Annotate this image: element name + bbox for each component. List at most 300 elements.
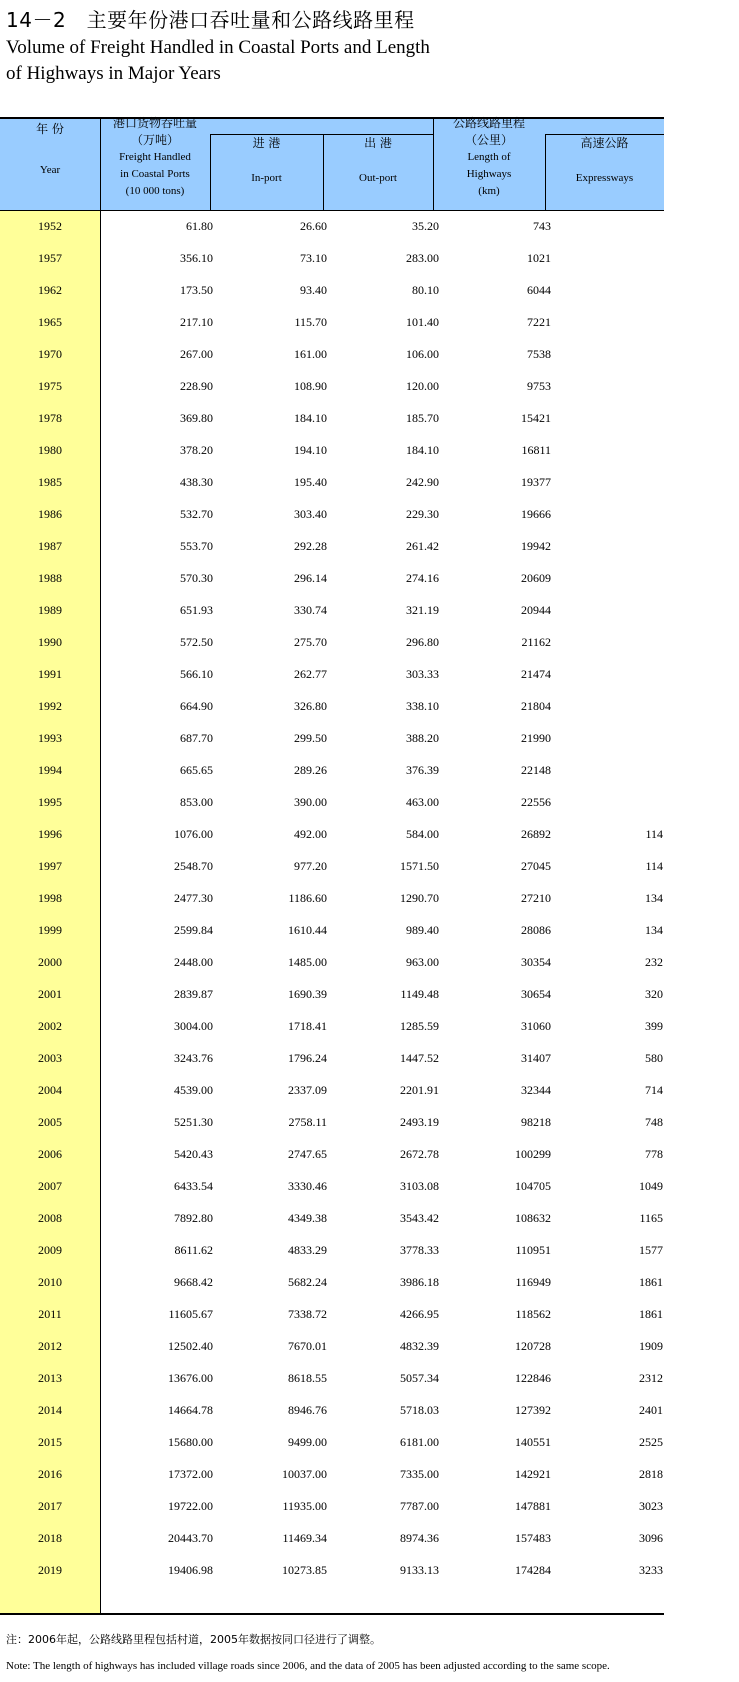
- cell-year: 2006: [38, 1147, 62, 1161]
- table-row: [0, 946, 664, 978]
- cell-year: 1998: [38, 891, 62, 905]
- table-row: [0, 466, 664, 498]
- table-title-en-line2: of Highways in Major Years: [6, 63, 221, 84]
- cell-inport: 303.40: [294, 507, 327, 521]
- header-expressways-en: Expressways: [575, 172, 634, 184]
- cell-outport: 376.39: [406, 763, 439, 777]
- cell-freight: 853.00: [180, 795, 213, 809]
- cell-highway-length: 142921: [515, 1467, 551, 1481]
- cell-highway-length: 147881: [515, 1499, 551, 1513]
- cell-expressways: 2312: [639, 1371, 663, 1385]
- cell-freight: 4539.00: [174, 1083, 213, 1097]
- table-row: [0, 1010, 664, 1042]
- cell-inport: 390.00: [294, 795, 327, 809]
- cell-freight: 228.90: [180, 379, 213, 393]
- header-outport: [323, 135, 433, 187]
- table-row: [0, 1074, 664, 1106]
- table-row: [0, 1138, 664, 1170]
- cell-year: 1999: [38, 923, 62, 937]
- cell-outport: 7335.00: [400, 1467, 439, 1481]
- table-row: [0, 274, 664, 306]
- cell-expressways: 114: [645, 859, 663, 873]
- cell-freight: 3004.00: [174, 1019, 213, 1033]
- cell-expressways: 778: [645, 1147, 663, 1161]
- table-row: [0, 914, 664, 946]
- header-freight-en3: (10 000 tons): [125, 185, 185, 197]
- header-inport: [210, 135, 323, 187]
- cell-year: 1957: [38, 251, 62, 265]
- cell-outport: 5718.03: [400, 1403, 439, 1417]
- header-inport-zh: 进 港: [252, 136, 281, 150]
- cell-year: 1970: [38, 347, 62, 361]
- cell-inport: 73.10: [300, 251, 327, 265]
- header-highway-zh: 公路线路里程: [452, 116, 525, 130]
- cell-highway-length: 32344: [521, 1083, 551, 1097]
- cell-inport: 161.00: [294, 347, 327, 361]
- cell-inport: 184.10: [294, 411, 327, 425]
- cell-highway-length: 21162: [521, 635, 551, 649]
- cell-outport: 283.00: [406, 251, 439, 265]
- cell-inport: 330.74: [294, 603, 327, 617]
- cell-expressways: 2401: [639, 1403, 663, 1417]
- cell-highway-length: 21804: [521, 699, 551, 713]
- cell-expressways: 232: [645, 955, 663, 969]
- cell-highway-length: 30354: [521, 955, 551, 969]
- cell-inport: 8618.55: [288, 1371, 327, 1385]
- cell-inport: 3330.46: [288, 1179, 327, 1193]
- table-row: [0, 210, 664, 242]
- table-row: [0, 1554, 664, 1586]
- cell-expressways: 714: [645, 1083, 663, 1097]
- cell-freight: 572.50: [180, 635, 213, 649]
- cell-freight: 12502.40: [168, 1339, 213, 1353]
- cell-freight: 267.00: [180, 347, 213, 361]
- cell-expressways: 1165: [639, 1211, 663, 1225]
- cell-freight: 8611.62: [174, 1243, 213, 1257]
- cell-year: 1962: [38, 283, 62, 297]
- cell-outport: 5057.34: [400, 1371, 439, 1385]
- cell-year: 2005: [38, 1115, 62, 1129]
- cell-freight: 19722.00: [168, 1499, 213, 1513]
- cell-outport: 296.80: [406, 635, 439, 649]
- header-divider: [100, 119, 101, 210]
- cell-year: 1991: [38, 667, 62, 681]
- cell-outport: 106.00: [406, 347, 439, 361]
- cell-expressways: 2818: [639, 1467, 663, 1481]
- cell-year: 1994: [38, 763, 62, 777]
- cell-highway-length: 19666: [521, 507, 551, 521]
- cell-inport: 195.40: [294, 475, 327, 489]
- cell-highway-length: 31407: [521, 1051, 551, 1065]
- table-header: [0, 116, 664, 210]
- header-expressways: [545, 135, 664, 187]
- cell-highway-length: 22556: [521, 795, 551, 809]
- header-outport-zh: 出 港: [364, 136, 392, 150]
- cell-year: 2019: [38, 1563, 62, 1577]
- cell-highway-length: 15421: [521, 411, 551, 425]
- cell-outport: 463.00: [406, 795, 439, 809]
- table-title-en-line1: Volume of Freight Handled in Coastal Ports and Length: [6, 37, 430, 58]
- cell-outport: 2201.91: [400, 1083, 439, 1097]
- cell-inport: 7338.72: [288, 1307, 327, 1321]
- cell-expressways: 2525: [639, 1435, 663, 1449]
- cell-outport: 4832.39: [400, 1339, 439, 1353]
- header-divider: [433, 119, 434, 210]
- cell-highway-length: 27045: [521, 859, 551, 873]
- table-row: [0, 1266, 664, 1298]
- cell-highway-length: 9753: [527, 379, 551, 393]
- cell-freight: 5420.43: [174, 1147, 213, 1161]
- cell-year: 2018: [38, 1531, 62, 1545]
- cell-highway-length: 140551: [515, 1435, 551, 1449]
- cell-highway-length: 20609: [521, 571, 551, 585]
- cell-highway-length: 19377: [521, 475, 551, 489]
- table-row: [0, 402, 664, 434]
- table-row: [0, 306, 664, 338]
- cell-outport: 1149.48: [400, 987, 439, 1001]
- cell-freight: 570.30: [180, 571, 213, 585]
- table-row: [0, 242, 664, 274]
- cell-outport: 989.40: [406, 923, 439, 937]
- cell-outport: 2672.78: [400, 1147, 439, 1161]
- cell-outport: 1447.52: [400, 1051, 439, 1065]
- cell-year: 1978: [38, 411, 62, 425]
- cell-highway-length: 174284: [515, 1563, 551, 1577]
- cell-highway-length: 104705: [515, 1179, 551, 1193]
- header-year-en: Year: [39, 164, 61, 176]
- table-row: [0, 370, 664, 402]
- cell-inport: 289.26: [294, 763, 327, 777]
- cell-inport: 1610.44: [288, 923, 327, 937]
- table-row: [0, 1362, 664, 1394]
- cell-freight: 2448.00: [174, 955, 213, 969]
- header-freight-en1: Freight Handled: [119, 151, 191, 163]
- table-row: [0, 690, 664, 722]
- cell-inport: 7670.01: [288, 1339, 327, 1353]
- cell-inport: 1718.41: [288, 1019, 327, 1033]
- cell-expressways: 1861: [639, 1275, 663, 1289]
- cell-highway-length: 30654: [521, 987, 551, 1001]
- cell-freight: 651.93: [180, 603, 213, 617]
- cell-freight: 369.80: [180, 411, 213, 425]
- cell-highway-length: 7538: [527, 347, 551, 361]
- cell-highway-length: 100299: [515, 1147, 551, 1161]
- cell-freight: 17372.00: [168, 1467, 213, 1481]
- cell-expressways: 1909: [639, 1339, 663, 1353]
- cell-outport: 1290.70: [400, 891, 439, 905]
- cell-year: 2017: [38, 1499, 62, 1513]
- cell-outport: 6181.00: [400, 1435, 439, 1449]
- cell-inport: 5682.24: [288, 1275, 327, 1289]
- cell-expressways: 748: [645, 1115, 663, 1129]
- table-row: [0, 434, 664, 466]
- cell-freight: 664.90: [180, 699, 213, 713]
- cell-highway-length: 26892: [521, 827, 551, 841]
- cell-inport: 292.28: [294, 539, 327, 553]
- cell-inport: 1690.39: [288, 987, 327, 1001]
- header-subrule: [545, 134, 664, 135]
- cell-highway-length: 31060: [521, 1019, 551, 1033]
- cell-highway-length: 28086: [521, 923, 551, 937]
- header-freight-zh: 港口货物吞吐量: [112, 116, 197, 130]
- cell-outport: 242.90: [406, 475, 439, 489]
- table-row: [0, 850, 664, 882]
- cell-year: 2014: [38, 1403, 62, 1417]
- cell-highway-length: 110951: [515, 1243, 551, 1257]
- cell-inport: 2747.65: [288, 1147, 327, 1161]
- header-highway-en3: (km): [478, 185, 500, 197]
- cell-outport: 388.20: [406, 731, 439, 745]
- cell-expressways: 3096: [639, 1531, 663, 1545]
- cell-inport: 108.90: [294, 379, 327, 393]
- cell-inport: 8946.76: [288, 1403, 327, 1417]
- table-row: [0, 818, 664, 850]
- cell-inport: 1186.60: [288, 891, 327, 905]
- table-row: [0, 626, 664, 658]
- cell-inport: 10273.85: [282, 1563, 327, 1577]
- cell-year: 1995: [38, 795, 62, 809]
- cell-freight: 173.50: [180, 283, 213, 297]
- cell-highway-length: 108632: [515, 1211, 551, 1225]
- header-divider: [210, 134, 211, 210]
- cell-highway-length: 21990: [521, 731, 551, 745]
- cell-outport: 185.70: [406, 411, 439, 425]
- table-row: [0, 1330, 664, 1362]
- cell-highway-length: 16811: [521, 443, 551, 457]
- table-row: [0, 1426, 664, 1458]
- header-expressways-zh: 高速公路: [580, 136, 629, 150]
- cell-inport: 11935.00: [282, 1499, 327, 1513]
- cell-year: 1980: [38, 443, 62, 457]
- header-year-zh: 年 份: [36, 122, 64, 136]
- cell-freight: 1076.00: [174, 827, 213, 841]
- cell-freight: 438.30: [180, 475, 213, 489]
- table-row: [0, 498, 664, 530]
- cell-year: 1996: [38, 827, 62, 841]
- cell-freight: 378.20: [180, 443, 213, 457]
- cell-expressways: 1861: [639, 1307, 663, 1321]
- cell-freight: 2599.84: [174, 923, 213, 937]
- header-outport-en: Out-port: [359, 172, 397, 184]
- cell-expressways: 320: [645, 987, 663, 1001]
- cell-inport: 299.50: [294, 731, 327, 745]
- cell-freight: 5251.30: [174, 1115, 213, 1129]
- cell-highway-length: 20944: [521, 603, 551, 617]
- header-freight: [100, 115, 210, 200]
- cell-outport: 261.42: [406, 539, 439, 553]
- header-highway-en1: Length of: [467, 151, 511, 163]
- cell-year: 2002: [38, 1019, 62, 1033]
- cell-expressways: 134: [645, 891, 663, 905]
- cell-outport: 1285.59: [400, 1019, 439, 1033]
- cell-inport: 2758.11: [288, 1115, 327, 1129]
- cell-year: 1990: [38, 635, 62, 649]
- cell-inport: 296.14: [294, 571, 327, 585]
- table-row: [0, 338, 664, 370]
- header-freight-unit-zh: （万吨）: [130, 133, 179, 147]
- cell-year: 1987: [38, 539, 62, 553]
- cell-expressways: 1049: [639, 1179, 663, 1193]
- table-row: [0, 1458, 664, 1490]
- cell-year: 1997: [38, 859, 62, 873]
- cell-year: 1986: [38, 507, 62, 521]
- table-row: [0, 594, 664, 626]
- cell-outport: 229.30: [406, 507, 439, 521]
- cell-outport: 2493.19: [400, 1115, 439, 1129]
- cell-inport: 1485.00: [288, 955, 327, 969]
- cell-inport: 275.70: [294, 635, 327, 649]
- cell-highway-length: 22148: [521, 763, 551, 777]
- cell-freight: 356.10: [180, 251, 213, 265]
- cell-outport: 35.20: [412, 219, 439, 233]
- table-row: [0, 882, 664, 914]
- cell-outport: 3778.33: [400, 1243, 439, 1257]
- cell-outport: 321.19: [406, 603, 439, 617]
- cell-expressways: 114: [645, 827, 663, 841]
- cell-year: 2012: [38, 1339, 62, 1353]
- cell-freight: 532.70: [180, 507, 213, 521]
- cell-outport: 184.10: [406, 443, 439, 457]
- cell-highway-length: 1021: [527, 251, 551, 265]
- cell-outport: 8974.36: [400, 1531, 439, 1545]
- table-row: [0, 1042, 664, 1074]
- table-title-zh: 14－2 主要年份港口吞吐量和公路线路里程: [6, 8, 415, 32]
- cell-year: 2010: [38, 1275, 62, 1289]
- cell-freight: 13676.00: [168, 1371, 213, 1385]
- cell-outport: 963.00: [406, 955, 439, 969]
- cell-inport: 492.00: [294, 827, 327, 841]
- cell-inport: 4833.29: [288, 1243, 327, 1257]
- cell-freight: 2839.87: [174, 987, 213, 1001]
- cell-inport: 9499.00: [288, 1435, 327, 1449]
- cell-outport: 9133.13: [400, 1563, 439, 1577]
- header-divider: [545, 134, 546, 210]
- cell-freight: 2548.70: [174, 859, 213, 873]
- cell-freight: 9668.42: [174, 1275, 213, 1289]
- cell-inport: 194.10: [294, 443, 327, 457]
- cell-outport: 4266.95: [400, 1307, 439, 1321]
- cell-outport: 303.33: [406, 667, 439, 681]
- cell-year: 2011: [38, 1307, 62, 1321]
- cell-inport: 326.80: [294, 699, 327, 713]
- cell-inport: 2337.09: [288, 1083, 327, 1097]
- cell-freight: 20443.70: [168, 1531, 213, 1545]
- cell-expressways: 134: [645, 923, 663, 937]
- bottom-rule: [0, 1613, 664, 1615]
- header-highway: [433, 115, 545, 200]
- table-row: [0, 754, 664, 786]
- cell-highway-length: 27210: [521, 891, 551, 905]
- cell-outport: 3986.18: [400, 1275, 439, 1289]
- cell-highway-length: 157483: [515, 1531, 551, 1545]
- table-row: [0, 1234, 664, 1266]
- cell-inport: 11469.34: [282, 1531, 327, 1545]
- cell-outport: 1571.50: [400, 859, 439, 873]
- table-row: [0, 1106, 664, 1138]
- cell-highway-length: 120728: [515, 1339, 551, 1353]
- cell-year: 2007: [38, 1179, 62, 1193]
- header-inport-en: In-port: [251, 172, 282, 184]
- cell-freight: 217.10: [180, 315, 213, 329]
- cell-year: 1992: [38, 699, 62, 713]
- table-row: [0, 562, 664, 594]
- cell-year: 2009: [38, 1243, 62, 1257]
- cell-freight: 15680.00: [168, 1435, 213, 1449]
- cell-freight: 2477.30: [174, 891, 213, 905]
- cell-year: 1993: [38, 731, 62, 745]
- cell-highway-length: 6044: [527, 283, 551, 297]
- table-row: [0, 1298, 664, 1330]
- cell-inport: 1796.24: [288, 1051, 327, 1065]
- cell-outport: 101.40: [406, 315, 439, 329]
- cell-year: 1952: [38, 219, 62, 233]
- cell-outport: 338.10: [406, 699, 439, 713]
- cell-highway-length: 743: [533, 219, 551, 233]
- cell-year: 1988: [38, 571, 62, 585]
- cell-highway-length: 122846: [515, 1371, 551, 1385]
- note-en: Note: The length of highways has included village roads since 2006, and the data of 2005 has been adjusted according to the same scope.: [6, 1660, 610, 1672]
- cell-year: 2008: [38, 1211, 62, 1225]
- cell-outport: 3543.42: [400, 1211, 439, 1225]
- cell-freight: 11605.67: [168, 1307, 213, 1321]
- table-row: [0, 978, 664, 1010]
- cell-freight: 6433.54: [174, 1179, 213, 1193]
- cell-inport: 26.60: [300, 219, 327, 233]
- cell-outport: 584.00: [406, 827, 439, 841]
- cell-inport: 10037.00: [282, 1467, 327, 1481]
- cell-year: 2000: [38, 955, 62, 969]
- cell-year: 2013: [38, 1371, 62, 1385]
- header-year: [0, 121, 100, 179]
- cell-year: 1989: [38, 603, 62, 617]
- cell-expressways: 1577: [639, 1243, 663, 1257]
- cell-inport: 115.70: [294, 315, 327, 329]
- cell-freight: 3243.76: [174, 1051, 213, 1065]
- cell-year: 1965: [38, 315, 62, 329]
- header-highway-unit-zh: （公里）: [464, 133, 513, 147]
- cell-freight: 566.10: [180, 667, 213, 681]
- cell-year: 2016: [38, 1467, 62, 1481]
- cell-freight: 7892.80: [174, 1211, 213, 1225]
- cell-inport: 977.20: [294, 859, 327, 873]
- table-row: [0, 1490, 664, 1522]
- cell-expressways: 3023: [639, 1499, 663, 1513]
- table-row: [0, 722, 664, 754]
- cell-year: 1975: [38, 379, 62, 393]
- cell-highway-length: 118562: [515, 1307, 551, 1321]
- table-row: [0, 658, 664, 690]
- note-zh: 注：2006年起，公路线路里程包括村道，2005年数据按同口径进行了调整。: [6, 1633, 381, 1646]
- cell-year: 2004: [38, 1083, 62, 1097]
- cell-year: 2015: [38, 1435, 62, 1449]
- table-row: [0, 1394, 664, 1426]
- cell-highway-length: 98218: [521, 1115, 551, 1129]
- cell-highway-length: 19942: [521, 539, 551, 553]
- cell-outport: 7787.00: [400, 1499, 439, 1513]
- cell-freight: 61.80: [186, 219, 213, 233]
- cell-freight: 14664.78: [168, 1403, 213, 1417]
- cell-year: 1985: [38, 475, 62, 489]
- cell-outport: 3103.08: [400, 1179, 439, 1193]
- cell-outport: 120.00: [406, 379, 439, 393]
- cell-highway-length: 21474: [521, 667, 551, 681]
- cell-highway-length: 7221: [527, 315, 551, 329]
- cell-expressways: 399: [645, 1019, 663, 1033]
- cell-inport: 4349.38: [288, 1211, 327, 1225]
- cell-freight: 553.70: [180, 539, 213, 553]
- cell-inport: 262.77: [294, 667, 327, 681]
- cell-inport: 93.40: [300, 283, 327, 297]
